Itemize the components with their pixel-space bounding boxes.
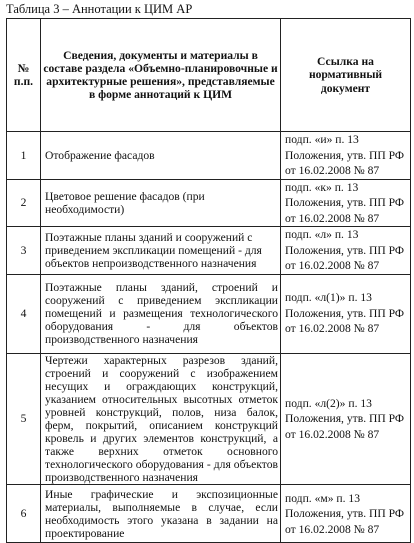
header-ref: Ссылка на нормативный документ bbox=[281, 19, 411, 132]
header-desc: Сведения, документы и материалы в составе раздела «Объемно-планировочные и архитектурные решения», представляемые в форме аннотаций к ЦИМ bbox=[41, 19, 281, 132]
table-row bbox=[7, 227, 411, 275]
table-row bbox=[7, 274, 411, 353]
row-num: 3 bbox=[7, 227, 41, 275]
table-header-row bbox=[7, 19, 411, 132]
row-ref: подп. «л(1)» п. 13 Положения, утв. ПП РФ от 16.02.2008 № 87 bbox=[281, 274, 411, 353]
row-ref: подп. «м» п. 13 Положения, утв. ПП РФ от 16.02.2008 № 87 bbox=[281, 485, 411, 543]
header-num: № п.п. bbox=[7, 19, 41, 132]
row-ref: подп. «к» п. 13 Положения, утв. ПП РФ от 16.02.2008 № 87 bbox=[281, 179, 411, 227]
row-desc: Чертежи характерных разрезов зданий, строений и сооружений с изображением несущих и ограждающих конструкций, указанием относительных высотных отметок уровней конструкций, полов, низа балок, ферм, покрытий, описанием конструкций кровель и других элементов конструкций, а также верхних отметок основного технологического оборудования - для объектов производственного назначения bbox=[41, 353, 281, 485]
row-desc: Отображение фасадов bbox=[41, 132, 281, 180]
row-desc: Иные графические и экспозиционные материалы, выполняемые в случае, если необходимость этого указана в задании на проектирование bbox=[41, 485, 281, 543]
row-desc: Поэтажные планы зданий, строений и сооружений с приведением экспликации помещений и размещения технологического оборудования - для объектов производственного назначения bbox=[41, 274, 281, 353]
table-row bbox=[7, 485, 411, 543]
table-row bbox=[7, 179, 411, 227]
row-num: 1 bbox=[7, 132, 41, 180]
row-num: 5 bbox=[7, 353, 41, 485]
row-num: 2 bbox=[7, 179, 41, 227]
row-ref: подп. «л(2)» п. 13 Положения, утв. ПП РФ от 16.02.2008 № 87 bbox=[281, 353, 411, 485]
row-num: 4 bbox=[7, 274, 41, 353]
row-ref: подп. «и» п. 13 Положения, утв. ПП РФ от 16.02.2008 № 87 bbox=[281, 132, 411, 180]
row-ref: подп. «л» п. 13 Положения, утв. ПП РФ от 16.02.2008 № 87 bbox=[281, 227, 411, 275]
row-desc: Цветовое решение фасадов (при необходимости) bbox=[41, 179, 281, 227]
row-desc: Поэтажные планы зданий и сооружений с приведением экспликации помещений - для объектов непроизводственного назначения bbox=[41, 227, 281, 275]
table-row bbox=[7, 353, 411, 485]
table-row bbox=[7, 132, 411, 180]
table-caption: Таблица 3 – Аннотации к ЦИМ АР bbox=[6, 2, 193, 16]
annotations-table bbox=[6, 18, 411, 543]
row-num: 6 bbox=[7, 485, 41, 543]
